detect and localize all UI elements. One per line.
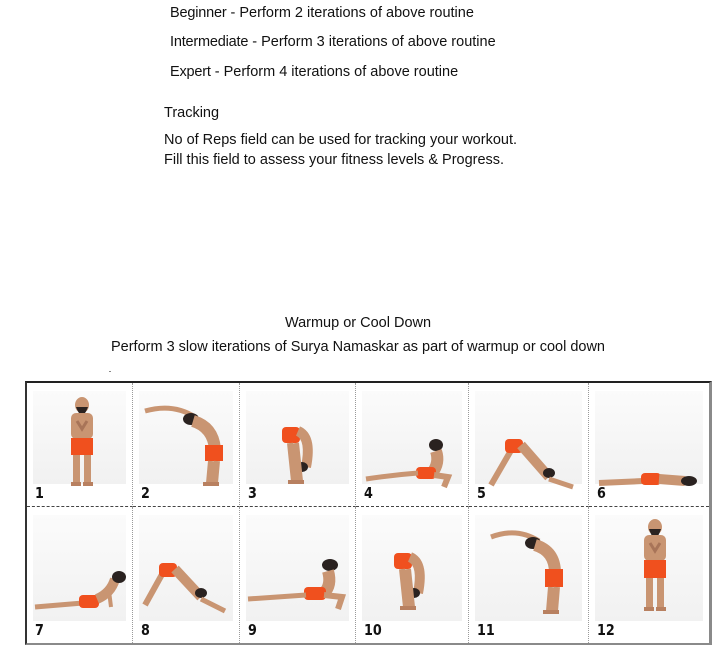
lunge-pose-icon bbox=[356, 383, 469, 507]
level-text: - Perform 2 iterations of above routine bbox=[226, 5, 474, 21]
pose-number: 12 bbox=[597, 621, 615, 639]
level-text: - Perform 4 iterations of above routine bbox=[210, 64, 459, 80]
pose-number: 5 bbox=[477, 484, 486, 502]
level-name: Intermediate bbox=[170, 34, 249, 50]
pose-cell-8 bbox=[133, 507, 240, 643]
pose-cell-9 bbox=[240, 507, 356, 643]
pose-cell-3 bbox=[240, 383, 356, 507]
level-intermediate bbox=[170, 34, 496, 50]
tracking-title: Tracking bbox=[164, 105, 220, 121]
pose-number: 8 bbox=[141, 621, 150, 639]
tracking-line-2: Fill this field to assess your fitness levels & Progress. bbox=[164, 152, 505, 168]
surya-namaskar-pose-grid bbox=[25, 381, 712, 645]
pose-number: 10 bbox=[364, 621, 382, 639]
level-beginner bbox=[170, 5, 474, 21]
pose-number: 2 bbox=[141, 484, 150, 502]
pose-cell-5 bbox=[469, 383, 589, 507]
level-text: - Perform 3 iterations of above routine bbox=[248, 34, 496, 50]
pose-cell-7 bbox=[27, 507, 133, 643]
pose-number: 11 bbox=[477, 621, 495, 639]
downward-dog-pose-icon bbox=[469, 383, 589, 507]
prone-pose-icon bbox=[589, 383, 709, 507]
level-name: Beginner bbox=[170, 5, 227, 21]
pose-cell-11 bbox=[469, 507, 589, 643]
tracking-line-1: No of Reps field can be used for tracking your workout. bbox=[164, 132, 518, 148]
pose-number: 1 bbox=[35, 484, 44, 502]
pose-cell-2 bbox=[133, 383, 240, 507]
stray-mark bbox=[109, 371, 111, 372]
level-expert bbox=[170, 64, 458, 80]
pose-number: 4 bbox=[364, 484, 373, 502]
pose-cell-4 bbox=[356, 383, 469, 507]
pose-cell-12 bbox=[589, 507, 709, 643]
pose-cell-6 bbox=[589, 383, 709, 507]
pose-number: 6 bbox=[597, 484, 606, 502]
pose-cell-10 bbox=[356, 507, 469, 643]
level-name: Expert bbox=[170, 64, 211, 80]
pose-number: 9 bbox=[248, 621, 257, 639]
warmup-subtitle: Perform 3 slow iterations of Surya Namaskar as part of warmup or cool down bbox=[110, 339, 605, 355]
pose-number: 3 bbox=[248, 484, 257, 502]
pose-cell-1 bbox=[27, 383, 133, 507]
forward-fold-pose-icon bbox=[240, 383, 356, 507]
lunge-pose-icon bbox=[240, 507, 356, 643]
pose-number: 7 bbox=[35, 621, 44, 639]
warmup-title: Warmup or Cool Down bbox=[284, 315, 432, 331]
